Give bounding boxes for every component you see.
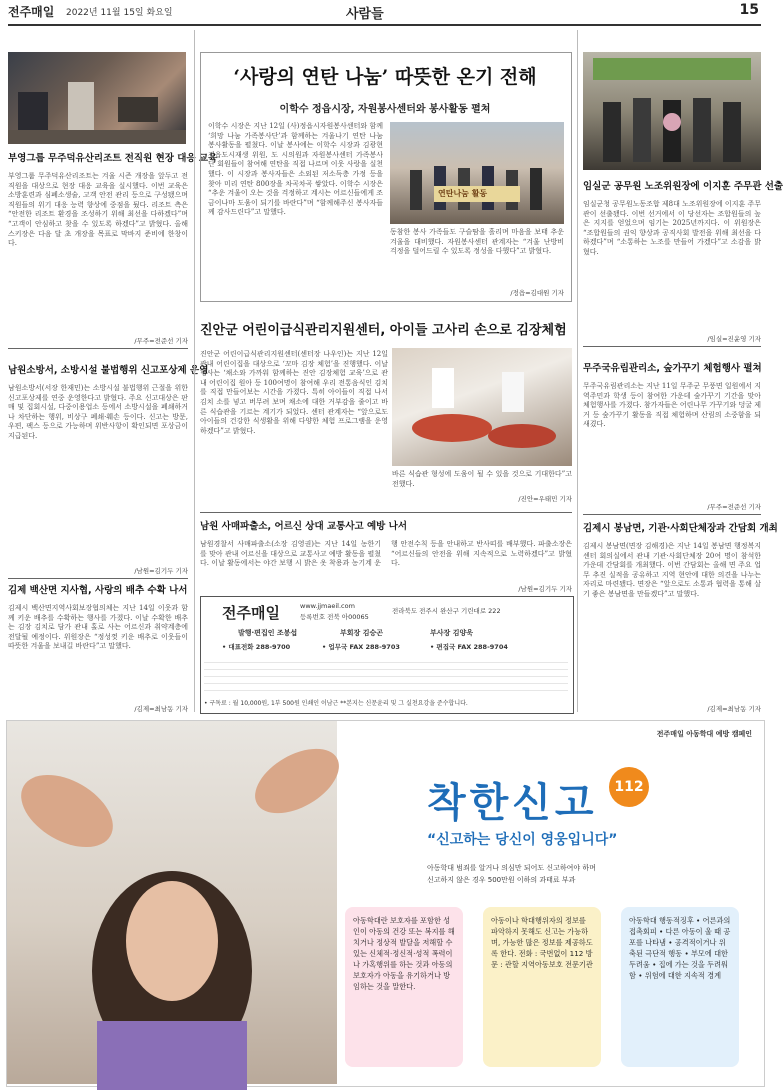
masthead-reg: 등록번호 전북 아00065 bbox=[300, 613, 369, 621]
left2-byline: /남원=김기두 기자 bbox=[134, 567, 188, 575]
left3-byline: /김제=최남동 기자 bbox=[134, 705, 188, 713]
divider bbox=[8, 348, 188, 349]
right2-body: 무주국유림관리소는 지난 11일 무주군 무풍면 일원에서 지역주민과 학생 등이 참여한 가운데 숲가꾸기 기간을 맞아 체험행사를 가졌다. 참가자들은 어린나무 가꾸기와 덩굴 제거 등 숲가꾸기 활동을 직접 체험하며 산림의 소중함을 되새겼다. bbox=[583, 382, 761, 429]
right1-byline: /임실=진윤영 기자 bbox=[707, 335, 761, 343]
left1-byline: /무주=전준선 기자 bbox=[134, 337, 188, 345]
second-photo bbox=[392, 348, 572, 466]
child-photo-icon bbox=[7, 721, 337, 1084]
ad-card1-text: 아동학대란 보호자를 포함한 성인이 아동의 건강 또는 복지를 해치거나 정상적 발달을 저해할 수 있는 신체적·정신적·성적 폭력이나 가혹행위를 하는 것과 아동의 보호자가 아동을 유기하거나 방임하는 것을 말한다. bbox=[353, 916, 455, 991]
second-body: 진안군 어린이급식관리지원센터(센터장 나우인)는 지난 12일 관내 어린이집을 대상으로 ‘꼬마 김장 체험’을 진행했다. 이날 행사는 ‘채소와 가까워 함께하는 진안 김장체험 교육’으로 관내 어린이집 원아 등 100여명이 참여해 우리 전통음식인 김치를 직접 만들어보는 시간을 가졌다. 특히 아이들이 직접 나서 김치 소를 넣고 버무려 보며 채소에 대한 거부감을 줄이고 바른 식습관을 기르는 계기가 되었다. 센터 관계자는 “앞으로도 아이들의 건강한 식생활을 위해 다양한 체험 프로그램을 운영하겠다”고 밝혔다. bbox=[200, 350, 388, 435]
right3-headline: 김제시 봉남면, 기관·사회단체장과 간담회 개최 bbox=[583, 523, 778, 534]
featured-body: 이학수 시장은 지난 12일 (사)정읍시자원봉사센터와 함께 ‘희망 나눔 가족봉사단’과 함께하는 겨울나기 연탄 나눔 봉사활동을 펼쳤다. 이날 봉사에는 이학수 시장과 김광현 정읍도시재생 위원, 도 시의원과 자원봉사센터 가족봉사단 회원들이 참여해 연탄을 직접 나르며 이웃 사랑을 실천했다. 이 시장과 봉사자들은 소외된 저소득층 가정 등을 찾아 미리 연탄 800장을 차곡차곡 쌓았다. 이학수 시장은 “추운 겨울이 오는 것을 걱정하고 계시는 어르신들에게 조금이나마 도움이 되기를 바란다”며 “함께해주신 봉사자들께 감사드린다”고 말했다. bbox=[208, 122, 383, 217]
second-headline: 진안군 어린이급식관리지원센터, 아이들 고사리 손으로 김장체험 bbox=[200, 323, 567, 338]
featured-byline: /정읍=김대원 기자 bbox=[510, 289, 564, 297]
masthead-tel3: • 편집국 FAX 288-9704 bbox=[430, 643, 508, 651]
left2-headline: 남원소방서, 소방시설 불법행위 신고포상제 운영 bbox=[8, 365, 209, 376]
masthead-editor: 부회장 김승곤 bbox=[340, 629, 384, 637]
ad-card-report bbox=[483, 907, 601, 1067]
bottom-mid-body: 남원경찰서 사매파출소(소장 김영권)는 지난 14일 농한기를 맞아 관내 어르신을 대상으로 교통사고 예방 활동을 펼쳤다. 이날 활동에서는 야간 보행 시 밝은 옷 착용과 농기계 운행 안전수칙 등을 안내하고 반사띠를 배부했다. 파출소장은 “어르신들의 안전을 위해 지속적으로 노력하겠다”고 밝혔다. bbox=[200, 540, 572, 568]
bottom-mid-byline: /남원=김기두 기자 bbox=[518, 585, 572, 593]
bottom-mid-headline: 남원 사매파출소, 어르신 상대 교통사고 예방 나서 bbox=[200, 521, 407, 532]
masthead-url: www.jjmaeil.com bbox=[300, 602, 355, 610]
left3-headline: 김제 백산면 지사협, 사랑의 배추 수확 나서 bbox=[8, 585, 188, 596]
ad-logo: 착한신고 bbox=[427, 780, 598, 826]
masthead-tel2: • 업무국 FAX 288-9703 bbox=[322, 643, 400, 651]
divider bbox=[200, 512, 572, 513]
masthead-address: 전라북도 전주시 완산구 기린대로 222 bbox=[392, 607, 501, 615]
divider bbox=[583, 346, 761, 347]
paper-name: 전주매일 bbox=[8, 5, 55, 19]
right3-body: 김제시 봉남면(면장 김해경)은 지난 14일 봉남면 행정복지센터 회의실에서 관내 기관·사회단체장 20여 명이 참석한 가운데 간담회를 개최했다. 이번 간담회는 올해 면 주요 업무 추진 실적을 공유하고 지역 현안에 대한 의견을 나누는 자리로 마련됐다. 면장은 “앞으로도 소통과 협력을 통해 살기 좋은 봉남면을 만들겠다”고 말했다. bbox=[583, 542, 761, 598]
right2-byline: /무주=전준선 기자 bbox=[707, 503, 761, 511]
right1-body: 임실군청 공무원노동조합 제8대 노조위원장에 이지훈 주무관이 선출됐다. 이번 선거에서 이 당선자는 조합원들의 높은 지지를 얻었으며 임기는 2025년까지다. 이 위원장은 “조합원들의 권익 향상과 공직사회 발전을 위해 최선을 다하겠다”며 “소통하는 노조를 만들어 가겠다”고 소감을 밝혔다. bbox=[583, 200, 761, 256]
ad-desc2: 신고하지 않은 경우 500만원 이하의 과태료 부과 bbox=[427, 876, 576, 884]
ad-photo bbox=[7, 721, 337, 1084]
ceremony-photo-icon bbox=[583, 52, 761, 170]
masthead-director: 부사장 김양욱 bbox=[430, 629, 474, 637]
column-divider bbox=[577, 30, 578, 712]
featured-headline: ‘사랑의 연탄 나눔’ 따뜻한 온기 전해 bbox=[233, 66, 537, 88]
featured-subheadline: 이학수 정읍시장, 자원봉사센터와 봉사활동 펼쳐 bbox=[279, 104, 491, 115]
ad-slogan: “신고하는 당신이 영웅입니다” bbox=[427, 832, 618, 848]
masthead-publisher: 발행·편집인 조봉섭 bbox=[238, 629, 298, 637]
page-number: 15 bbox=[739, 2, 759, 18]
right1-photo bbox=[583, 52, 761, 170]
issue-date: 2022년 11월 15일 화요일 bbox=[66, 8, 173, 18]
featured-photo bbox=[390, 122, 564, 224]
ad-card-signs bbox=[621, 907, 739, 1067]
kimchi-photo-icon bbox=[392, 348, 572, 466]
section-name: 사람들 bbox=[346, 7, 384, 22]
featured-body-continued: 동참한 봉사 가족들도 구슬땀을 흘리며 마음을 보태 추운 겨울을 대비했다. 자원봉사센터 관계자는 “겨울 난방비 걱정을 덜어드릴 수 있도록 정성을 다했다”고 밝혔다. bbox=[390, 228, 564, 256]
ad-card-definition bbox=[345, 907, 463, 1067]
featured-banner: 연탄나눔 활동 bbox=[438, 189, 488, 198]
right1-headline: 임실군 공무원 노조위원장에 이지훈 주무관 선출 bbox=[583, 181, 783, 192]
second-caption: 바른 식습관 형성에 도움이 될 수 있을 것으로 기대한다”고 전했다. bbox=[392, 470, 572, 488]
second-byline: /진안=우태민 기자 bbox=[518, 495, 572, 503]
masthead-tel1: • 대표전화 288-9700 bbox=[222, 643, 291, 651]
masthead-bureau-list bbox=[204, 656, 568, 694]
right3-byline: /김제=최남동 기자 bbox=[707, 705, 761, 713]
divider bbox=[583, 514, 761, 515]
masthead-footer: • 구독료 : 월 10,000원, 1부 500원 인쇄인 이남근 **본지는 신문윤리 및 그 실천요강을 준수합니다. bbox=[204, 700, 468, 707]
right2-headline: 무주국유림관리소, 숲가꾸기 체험행사 펼쳐 bbox=[583, 363, 762, 374]
left1-headline: 부영그룹 무주덕유산리조트 전직원 현장 대응 교육 bbox=[8, 153, 218, 164]
ad-badge: 112 bbox=[614, 779, 644, 795]
volunteers-photo-icon bbox=[390, 122, 564, 224]
ad-card2-text: 아동이나 학대행위자의 정보를 파악하지 못해도 신고는 가능하며, 가능한 많은 정보를 제공하도록 한다. 전화 : 국번없이 112 방문 : 관할 지역아동보호 전문기관 bbox=[491, 916, 593, 969]
masthead-name: 전주매일 bbox=[222, 604, 280, 622]
ad-card3-text: 아동학대 행동적징후 • 어른과의 접촉회피 • 다른 아동이 울 때 공포를 나타냄 • 공격적이거나 위축된 극단적 행동 • 부모에 대한 두려움 • 집에 가는 것을 두려워함 • 위험에 대한 지속적 경계 bbox=[629, 916, 731, 980]
left3-body: 김제시 백산면지역사회보장협의체는 지난 14일 이웃과 함께 키운 배추를 수확하는 행사를 가졌다. 이날 수확한 배추는 김장 김치로 담가 관내 홀로 사는 어르신과 취약계층에 전달될 예정이다. 위원장은 “정성껏 키운 배추로 이웃들이 따뜻한 겨울을 보내길 바란다”고 말했다. bbox=[8, 604, 188, 651]
ad-badge-icon bbox=[609, 767, 649, 807]
people-photo-icon bbox=[8, 52, 186, 144]
left1-body: 부영그룹 무주덕유산리조트는 겨울 시즌 개장을 앞두고 전 직원을 대상으로 현장 대응 교육을 실시했다. 이번 교육은 소방훈련과 심폐소생술, 고객 안전 관리 등으로 구성됐으며 직원들의 위기 대응 능력 향상에 중점을 뒀다. 리조트 측은 “안전한 리조트 환경을 조성하기 위해 최선을 다하겠다”며 “고객이 안심하고 찾을 수 있도록 하겠다”고 밝혔다. 올해 스키장은 다음 달 초 개장을 목표로 막바지 준비에 한창이다. bbox=[8, 172, 188, 248]
ad-desc1: 아동학대 범죄를 알거나 의심만 되어도 신고하여야 하며 bbox=[427, 864, 596, 872]
column-divider bbox=[194, 30, 195, 712]
divider bbox=[8, 578, 188, 579]
left2-body: 남원소방서(서장 한재민)는 소방시설 불법행위 근절을 위한 신고포상제를 연중 운영한다고 밝혔다. 주요 신고대상은 판매 및 집회시설, 다중이용업소 등에서 소방시설을 폐쇄하거나 차단하는 행위, 비상구 폐쇄·훼손 등이다. 신고는 방문, 우편, 팩스 등으로 가능하며 위반사항이 확인되면 포상금이 지급된다. bbox=[8, 384, 188, 440]
ad-campaign-label: 전주매일 아동학대 예방 캠페인 bbox=[656, 730, 752, 738]
campaign-ad bbox=[6, 720, 765, 1087]
left1-photo bbox=[8, 52, 186, 144]
page-header bbox=[8, 0, 761, 26]
